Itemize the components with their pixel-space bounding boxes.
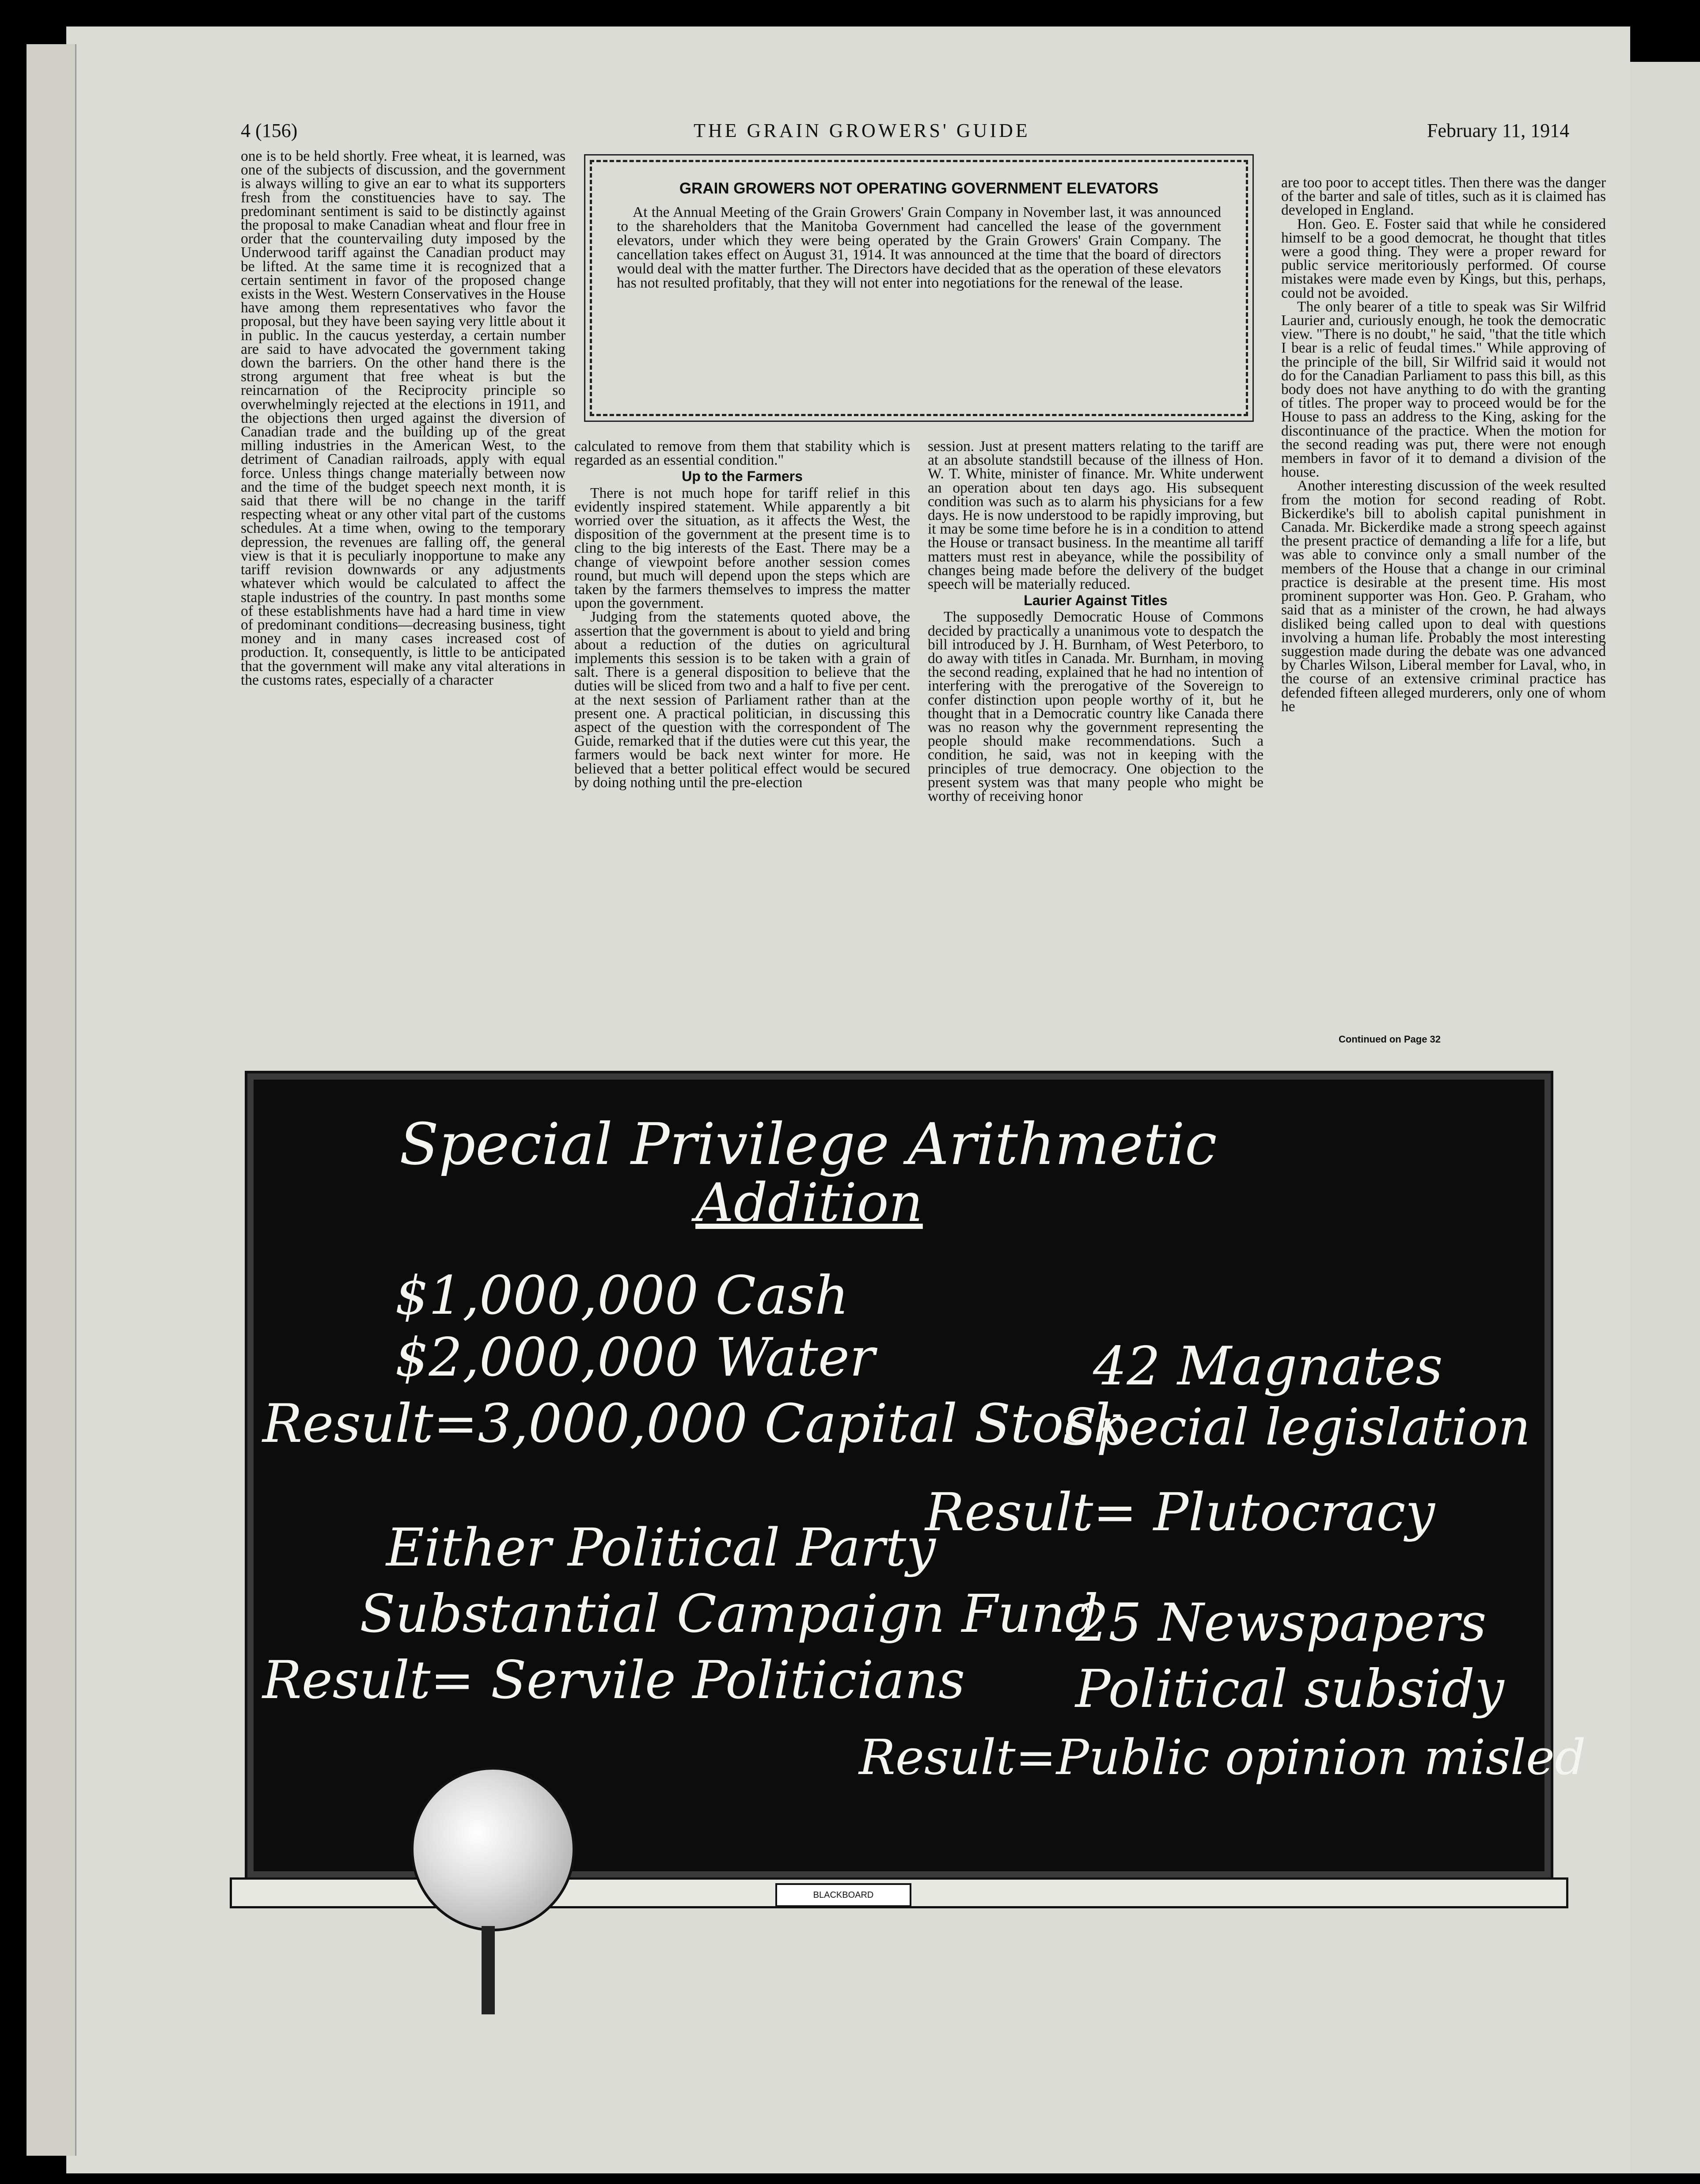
- page-stack-edge: [27, 44, 76, 2156]
- globe-icon: [411, 1767, 575, 1931]
- chalk-right-1: 42 Magnates: [1093, 1336, 1443, 1397]
- column-3: [928, 440, 1264, 803]
- column-1-text: one is to be held shortly. Free wheat, it is learned, was one of the subjects of discussion, and the government is always willing to give an ear to what its supporters fresh from the constituencies have to say. The predominant sentiment is said to be distinctly against the proposal to make Canadian wheat and flour free in order that the countervailing duty imposed by the Underwood tariff against the Canadian product may be lifted. At the same time it is recognized that a certain sentiment in favor of the proposed change exists in the West. Western Conservatives in the House have among them representatives who favor the proposal, but they have been saying very little about it in public. In the caucus yesterday, a certain number are said to have advocated the government taking down the barriers. On the other hand there is the strong argument that free wheat is but the reincarnation of the Reciprocity principle so overwhelmingly rejected at the elections in 1911, and the objections then urged against the diversion of Canadian trade and the building up of the great milling industries in the American West, to the detriment of Canadian railroads, apply with equal force. Unless things change materially between now and the time of the budget speech next month, it is said that there will be no change in the tariff respecting wheat or any other vital part of the customs schedules. At a time when, owing to the temporary depression, the revenues are falling off, the general view is that it is peculiarly inopportune to make any tariff revision downwards or any adjustments whatever which would be calculated to affect the staple industries of the country. In past months some of these establishments have had a hard time in view of predominant conditions—decreasing business, tight money and in many cases increased cost of production. It, consequently, is little to be anticipated that the government will make any vital alterations in the customs rates, especially of a character: [241, 148, 565, 688]
- chalk-left-1: $1,000,000 Cash: [395, 1265, 849, 1327]
- notice-body: At the Annual Meeting of the Grain Growers' Grain Company in November last, it was announced to the shareholders that the Manitoba Government had cancelled the lease of the government elevators, under which they were being operated by the Grain Growers' Grain Company. The cancellation takes effect on August 31, 1914. It was announced at the time that the board of directors would deal with the matter further. The Directors have decided that as the operation of these elevators has not resulted profitably, that they will not enter into negotiations for the renewal of the lease.: [617, 204, 1221, 291]
- column-4-para-3: The only bearer of a title to speak was Sir Wilfrid Laurier and, curiously enough, he took the democratic view. "There is no doubt," he said, "that the title which I bear is a relic of feudal times." While approving of the principle of the bill, Sir Wilfrid said it would not do for the Canadian Parliament to pass this bill, as this body does not have anything to do with the granting of titles. The proper way to proceed would be for the House to pass an address to the King, asking for the discontinuance of the practice. When the motion for the second reading was put, there were not enough members in favor of it to demand a division of the house.: [1281, 298, 1606, 481]
- column-2-para-3: Judging from the statements quoted above, the assertion that the government is about to yield and bring about a reduction of the duties on agricultural implements this session is to be taken with a grain of salt. There is a general disposition to believe that the duties will be sliced from two and a half to five per cent. at the next session of Parliament rather than at the present one. A practical politician, in discussing this aspect of the question with the correspondent of The Guide, remarked that if the duties were cut this year, the farmers would be back next winter for more. He believed that a better political effect would be secured by doing nothing until the pre-election: [574, 609, 910, 791]
- column-4: [1281, 176, 1606, 713]
- chalk-subtitle: Addition: [695, 1172, 923, 1234]
- column-3-para-2: The supposedly Democratic House of Commons decided by practically a unanimous vote to despatch the bill introduced by J. H. Burnham, of West Peterboro, to do away with titles in Canada. Mr. Burnham, in moving the second reading, explained that he had no intention of interfering with the prerogative of the Sovereign to confer distinction upon people worthy of it, but he thought that in a Democratic country like Canada there was no reason why the government representing the people should make recommendations. Such a condition, he said, was not in keeping with the principles of true democracy. One objection to the present system was that many people who might be worthy of receiving honor: [928, 609, 1264, 805]
- column-2-para-2: There is not much hope for tariff relief in this evidently inspired statement. While apparently a bit worried over the situation, as it affects the West, the disposition of the government at the present time is to cling to the big interests of the East. There may be a change of viewpoint before another session comes round, but much will depend upon the steps which are taken by the farmers themselves to impress the matter upon the government.: [574, 485, 910, 612]
- column-4-para-4: Another interesting discussion of the week resulted from the motion for second reading of Robt. Bickerdike's bill to abolish capital punishment in Canada. Mr. Bickerdike made a strong speech against the present practice of demanding a life for a life, but was able to convince only a small number of the members of the House that a change in our criminal practice is desirable at the present time. His most prominent supporter was Hon. Geo. P. Graham, who said that as a minister of the crown, he had always disliked being called upon to deal with questions involving a human life. Probably the most interesting suggestion made during the debate was one advanced by Charles Wilson, Liberal member for Laval, who, in the course of an extensive criminal practice has defended fifteen alleged murderers, only one of whom he: [1281, 478, 1606, 715]
- chalk-left-5: Substantial Campaign Fund: [360, 1583, 1099, 1644]
- chalk-right-5: Political subsidy: [1075, 1658, 1504, 1719]
- column-4-para-2: Hon. Geo. E. Foster said that while he considered himself to be a good democrat, he thought that titles were a good thing. They were a proper reward for public service meritoriously performed. Of course mistakes were made even by Kings, but this, perhaps, could not be avoided.: [1281, 216, 1606, 301]
- column-2-para-1: calculated to remove from them that stability which is regarded as an essential condition.": [574, 438, 910, 469]
- chalk-right-6: Result=Public opinion misled: [859, 1729, 1586, 1786]
- chalk-left-3: Result=3,000,000 Capital Stock: [262, 1393, 1126, 1455]
- chalk-left-2: $2,000,000 Water: [395, 1327, 875, 1388]
- subhead-up-to-the-farmers: Up to the Farmers: [682, 468, 803, 485]
- chalk-right-3: Result= Plutocracy: [925, 1482, 1435, 1543]
- chalk-left-6: Result= Servile Politicians: [262, 1649, 965, 1710]
- chalk-right-4: 25 Newspapers: [1075, 1592, 1487, 1653]
- blackboard: [247, 1073, 1586, 1877]
- continued-note: Continued on Page 32: [1339, 1034, 1441, 1045]
- column-2: [574, 440, 910, 789]
- notice-box: [590, 160, 1248, 416]
- globe-stand: [482, 1926, 495, 2014]
- issue-date: February 11, 1914: [1427, 120, 1570, 141]
- chalk-title: Special Privilege Arithmetic: [399, 1111, 1217, 1178]
- masthead: THE GRAIN GROWERS' GUIDE: [694, 120, 1030, 141]
- page-number: 4 (156): [241, 120, 298, 141]
- subhead-laurier-against-titles: Laurier Against Titles: [1024, 592, 1168, 609]
- column-3-para-1: session. Just at present matters relating to the tariff are at an absolute standstill because of the illness of Hon. W. T. White, minister of finance. Mr. White underwent an operation about ten days ago. His subsequent condition was such as to alarm his physicians for a few days. He is now understood to be rapidly improving, but it may be some time before he is in a condition to attend the House or transact business. In the meantime all tariff matters must rest in abeyance, while the possibility of changes being made before the delivery of the budget speech will be materially reduced.: [928, 438, 1264, 593]
- page-right-edge: [1630, 62, 1700, 2173]
- chalk-left-4: Either Political Party: [386, 1517, 936, 1578]
- column-1: [241, 149, 565, 687]
- eraser: BLACKBOARD: [775, 1883, 911, 1907]
- chalk-right-2: Special legislation: [1062, 1398, 1531, 1456]
- notice-title: GRAIN GROWERS NOT OPERATING GOVERNMENT ELEVATORS: [679, 180, 1159, 197]
- column-4-para-1: are too poor to accept titles. Then there was the danger of the barter and sale of titles, such as it is claimed has developed in England.: [1281, 174, 1606, 219]
